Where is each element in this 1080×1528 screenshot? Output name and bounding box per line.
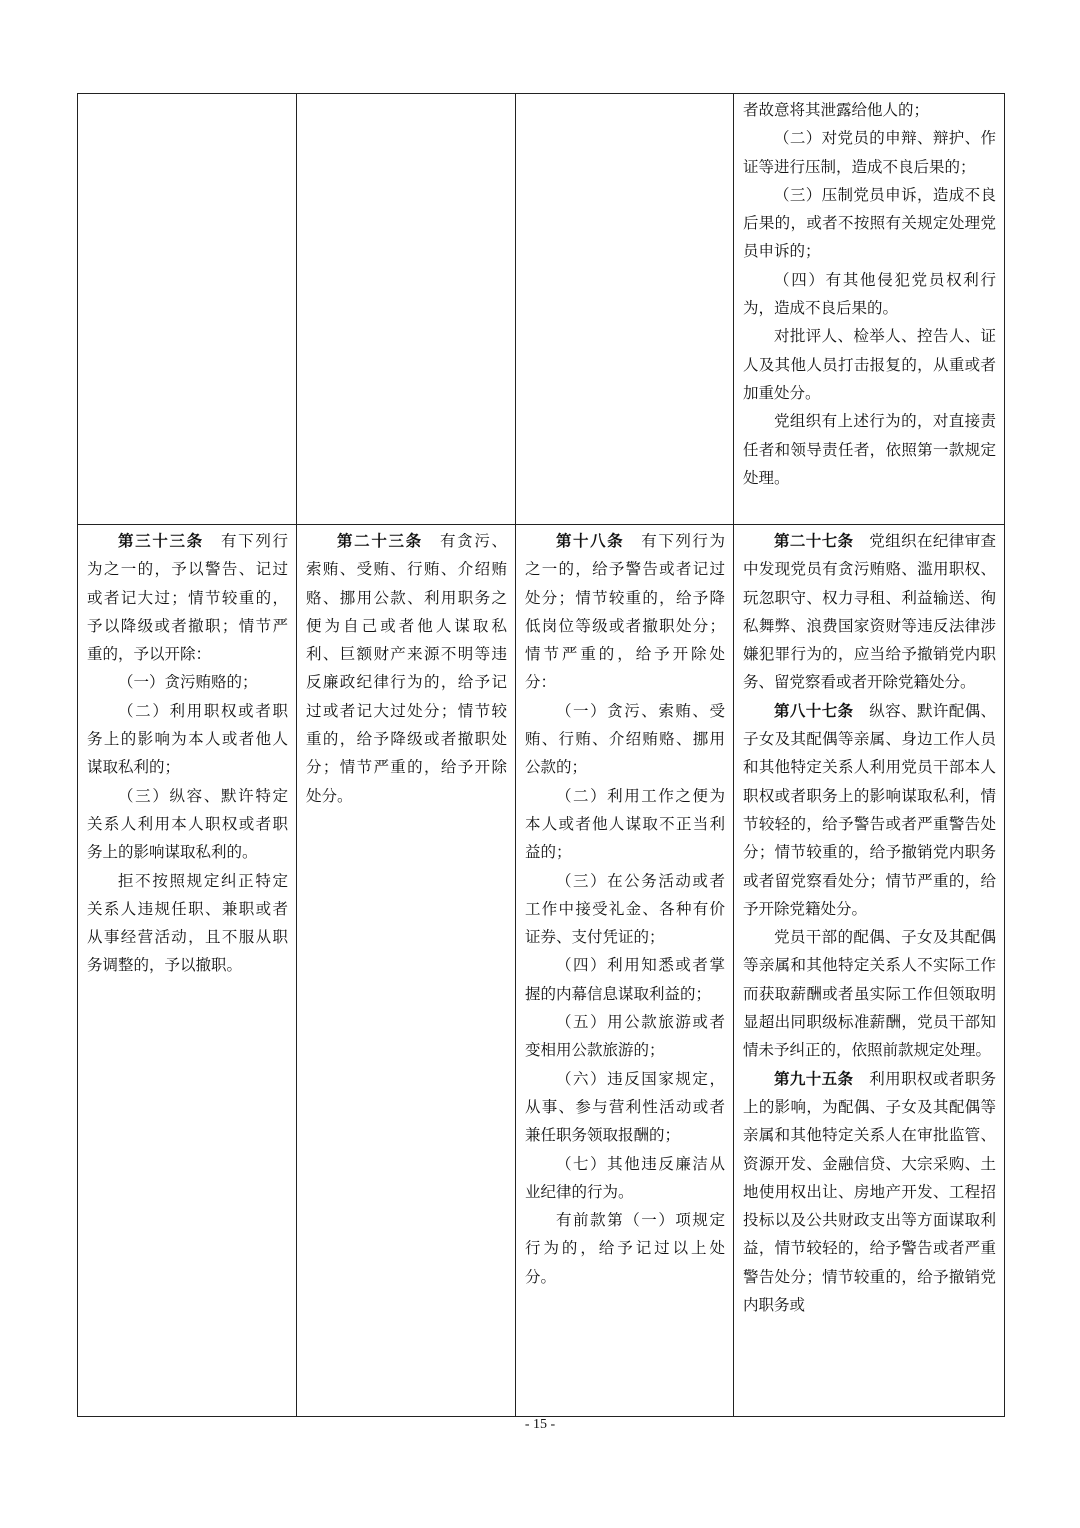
cell-col3 [516, 525, 734, 1417]
paragraph-text: 党组织在纪律审查中发现党员有贪污贿赂、滥用职权、玩忽职守、权力寻租、利益输送、徇私舞弊、浪费国家资财等违反法律涉嫌犯罪行为的，应当给予撤销党内职务、留党察看或者开除党籍处分。 [743, 532, 996, 692]
paragraph-text: 有贪污、索贿、受贿、行贿、介绍贿赂、挪用公款、利用职务之便为自己或者他人谋取私利、巨额财产来源不明等违反廉政纪律行为的，给予记过或者记大过处分；情节较重的，给予降级或者撤职处分；情节严重的，给予开除处分。 [306, 532, 507, 805]
cell-col1 [78, 525, 297, 1417]
cell-col4 [734, 94, 1005, 525]
paragraph-text: （四）有其他侵犯党员权利行为，造成不良后果的。 [743, 270, 996, 318]
paragraph [743, 923, 996, 1064]
paragraph [743, 697, 996, 923]
paragraph-text: 有下列行为之一的，给予警告或者记过处分；情节较重的，给予降低岗位等级或者撤职处分；情节严重的，给予开除处分： [525, 532, 725, 692]
paragraph-text: （六）违反国家规定，从事、参与营利性活动或者兼任职务领取报酬的； [525, 1069, 725, 1145]
paragraph-text: 党员干部的配偶、子女及其配偶等亲属和其他特定关系人不实际工作而获取薪酬或者虽实际工作但领取明显超出同职级标准薪酬，党员干部知情未予纠正的，依照前款规定处理。 [743, 928, 996, 1060]
article-number: 第九十五条 [774, 1068, 854, 1088]
paragraph [525, 782, 725, 867]
paragraph [87, 697, 288, 782]
paragraph [525, 1206, 725, 1291]
paragraph [87, 867, 288, 980]
paragraph [525, 1008, 725, 1065]
cell-col3-empty [516, 94, 734, 525]
page-number: - 15 - [524, 1417, 556, 1432]
article-number: 第十八条 [556, 531, 625, 550]
paragraph-text: 对批评人、检举人、控告人、证人及其他人员打击报复的，从重或者加重处分。 [743, 327, 996, 402]
paragraph [525, 1065, 725, 1150]
paragraph [87, 527, 288, 668]
table-row-continuation [78, 94, 1005, 525]
paragraph [743, 322, 996, 407]
paragraph [306, 527, 507, 810]
cell-col1-empty [78, 94, 297, 525]
paragraph [743, 96, 996, 124]
table-row-main [78, 525, 1005, 1417]
paragraph-text: 纵容、默许配偶、子女及其配偶等亲属、身边工作人员和其他特定关系人利用党员干部本人职权或者职务上的影响谋取私利，情节较轻的，给予警告或者严重警告处分；情节较重的，给予撤销党内职务或者留党察看处分；情节严重的，给予开除党籍处分。 [743, 701, 996, 918]
paragraph-text: （三）压制党员申诉，造成不良后果的，或者不按照有关规定处理党员申诉的； [743, 185, 996, 261]
paragraph-text: 拒不按照规定纠正特定关系人违规任职、兼职或者从事经营活动，且不服从职务调整的，予以撤职。 [87, 871, 288, 975]
paragraph [743, 527, 996, 697]
paragraph-text: 利用职权或者职务上的影响，为配偶、子女及其配偶等亲属和其他特定关系人在审批监管、资源开发、金融信贷、大宗采购、土地使用权出让、房地产开发、工程招投标以及公共财政支出等方面谋取利益，情节较轻的，给予警告或者严重警告处分；情节较重的，给予撤销党内职务或 [743, 1069, 996, 1315]
paragraph-text: （二）利用工作之便为本人或者他人谋取不正当利益的； [525, 786, 725, 862]
paragraph-text: （三）纵容、默许特定关系人利用本人职权或者职务上的影响谋取私利的。 [87, 786, 288, 862]
paragraph [743, 1065, 996, 1320]
cell-col2 [297, 525, 516, 1417]
cell-col4 [734, 525, 1005, 1417]
paragraph-text: （一）贪污、索贿、受贿、行贿、介绍贿赂、挪用公款的； [525, 701, 725, 777]
paragraph-text: （三）在公务活动或者工作中接受礼金、各种有价证券、支付凭证的； [525, 871, 725, 947]
paragraph [525, 697, 725, 782]
paragraph [743, 407, 996, 492]
paragraph-text: 党组织有上述行为的，对直接责任者和领导责任者，依照第一款规定处理。 [743, 412, 996, 487]
article-number: 第二十七条 [774, 531, 854, 550]
paragraph [743, 181, 996, 266]
paragraph-text: （一）贪污贿赂的； [118, 673, 258, 692]
comparison-table [77, 93, 1005, 1417]
paragraph-text: （二）对党员的申辩、辩护、作证等进行压制，造成不良后果的； [743, 129, 996, 176]
paragraph [743, 266, 996, 323]
article-number: 第三十三条 [118, 531, 204, 550]
paragraph-text: 有前款第（一）项规定行为的，给予记过以上处分。 [525, 1211, 725, 1286]
paragraph-text: 有下列行为之一的，予以警告、记过或者记大过；情节较重的，予以降级或者撤职；情节严重的，予以开除： [87, 532, 288, 664]
paragraph [525, 1150, 725, 1207]
paragraph-text: 者故意将其泄露给他人的； [743, 101, 930, 119]
paragraph-text: （二）利用职权或者职务上的影响为本人或者他人谋取私利的； [87, 701, 288, 777]
paragraph [87, 782, 288, 867]
paragraph-text: （五）用公款旅游或者变相用公款旅游的； [525, 1013, 725, 1060]
article-number: 第二十三条 [337, 531, 423, 550]
paragraph [525, 527, 725, 697]
paragraph [525, 867, 725, 952]
paragraph [743, 124, 996, 181]
paragraph-text: （七）其他违反廉洁从业纪律的行为。 [525, 1154, 725, 1201]
cell-col2-empty [297, 94, 516, 525]
article-number: 第八十七条 [774, 700, 854, 720]
paragraph [87, 668, 288, 696]
paragraph [525, 951, 725, 1008]
paragraph-text: （四）利用知悉或者掌握的内幕信息谋取利益的； [525, 956, 725, 1003]
